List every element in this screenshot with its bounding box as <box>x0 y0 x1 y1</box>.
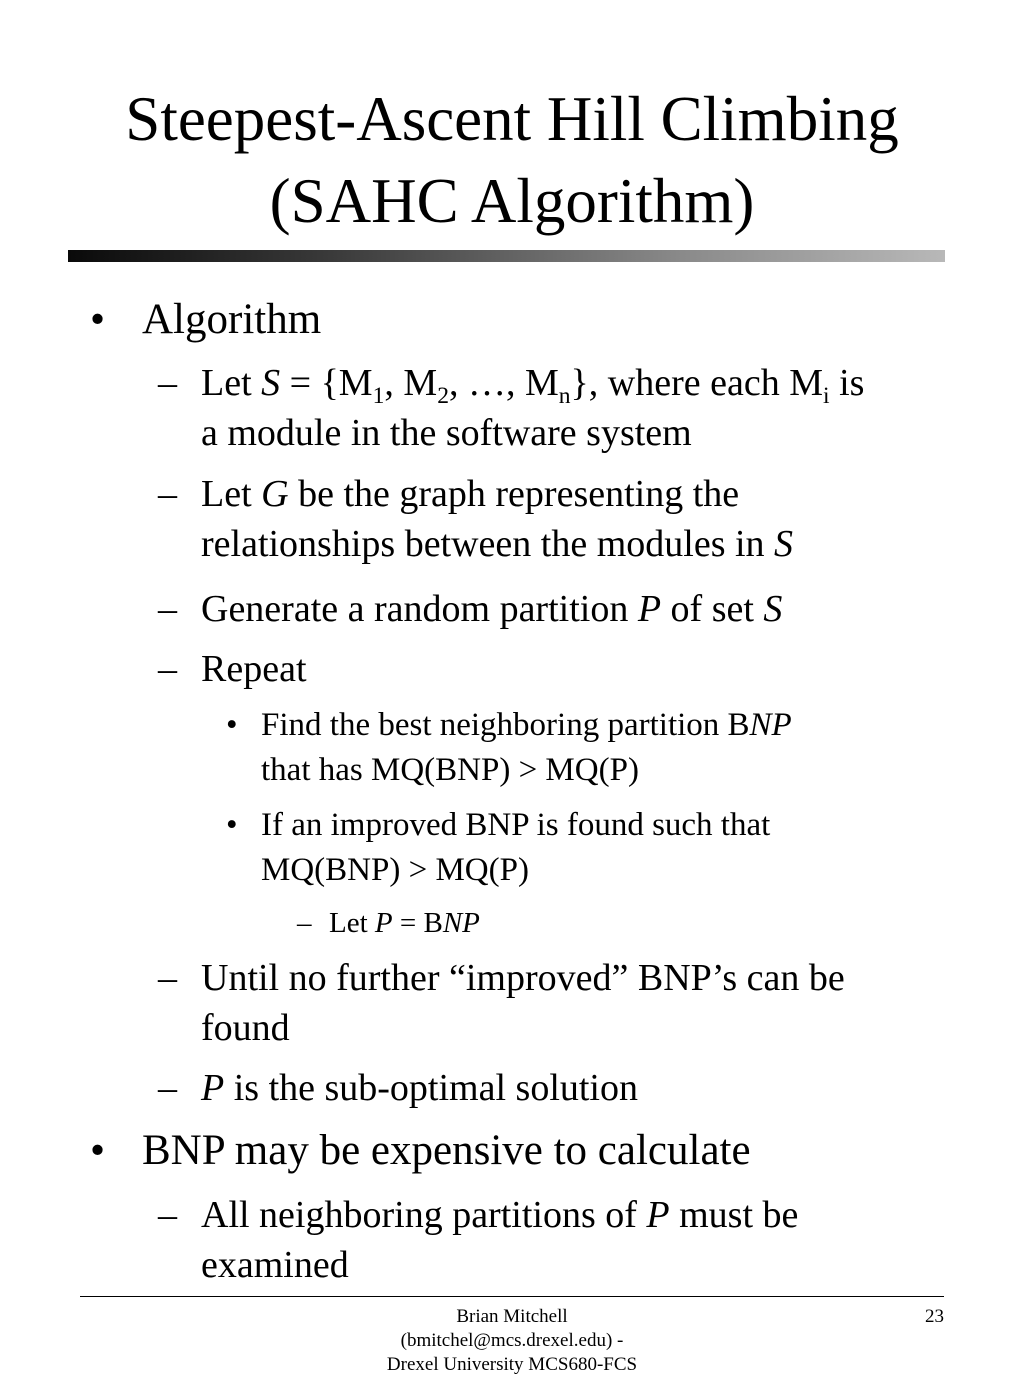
dash-marker: – <box>158 1194 177 1236</box>
dash-marker: – <box>158 473 177 515</box>
sub-item-if-improved: If an improved BNP is found such that <box>261 807 771 843</box>
item-until: Until no further “improved” BNP’s can be <box>201 957 845 999</box>
item-let-s: Let $S = \{M_1$, $M_2$, …, $M_n$}, where each $M_i$ is <box>201 362 865 410</box>
sub-item-find-best-line2: that has MQ(BNP) > MQ(P) <box>261 752 639 788</box>
sub-item-find-best: Find the best neighboring partition BNP <box>261 707 792 743</box>
footer-credit <box>312 1305 712 1377</box>
item-until-line2: found <box>201 1007 290 1049</box>
item-let-g-line2: relationships between the modules in S <box>201 523 794 565</box>
footer-email: (bmitchel@mcs.drexel.edu) - <box>400 1330 624 1351</box>
item-all-neighboring-line2: examined <box>201 1244 349 1286</box>
item-repeat: Repeat <box>201 648 307 690</box>
sub-sub-item-let-p: Let P = BNP <box>329 907 480 939</box>
sub-sub-dash: – <box>297 907 312 939</box>
item-let-s-line2: a module in the software system <box>201 412 692 454</box>
title-line-2: (SAHC Algorithm) <box>269 166 755 236</box>
title-line-1: Steepest-Ascent Hill Climbing <box>125 84 899 154</box>
bullet-dot: • <box>90 296 106 343</box>
dash-marker: – <box>158 588 177 630</box>
dash-marker: – <box>158 362 177 404</box>
item-let-g: Let G be the graph representing the <box>201 473 740 515</box>
bullet-algorithm: Algorithm <box>142 296 322 343</box>
footer-course: Drexel University MCS680-FCS <box>386 1354 638 1375</box>
title-divider <box>68 250 945 262</box>
slide-title <box>0 78 1024 242</box>
dash-marker: – <box>158 1067 177 1109</box>
item-all-neighboring: All neighboring partitions of P must be <box>201 1194 799 1236</box>
sub-bullet-dot: • <box>226 807 238 843</box>
item-generate-partition: Generate a random partition P of set S <box>201 588 783 630</box>
sub-bullet-dot: • <box>226 707 238 743</box>
bullet-dot: • <box>90 1127 106 1174</box>
footer-divider <box>80 1296 944 1297</box>
item-sub-optimal: P is the sub-optimal solution <box>201 1067 638 1109</box>
dash-marker: – <box>158 957 177 999</box>
page-number: 23 <box>925 1306 944 1327</box>
bullet-bnp-expensive: BNP may be expensive to calculate <box>142 1127 751 1174</box>
footer-author: Brian Mitchell <box>456 1306 568 1327</box>
sub-item-if-improved-line2: MQ(BNP) > MQ(P) <box>261 852 529 888</box>
dash-marker: – <box>158 648 177 690</box>
